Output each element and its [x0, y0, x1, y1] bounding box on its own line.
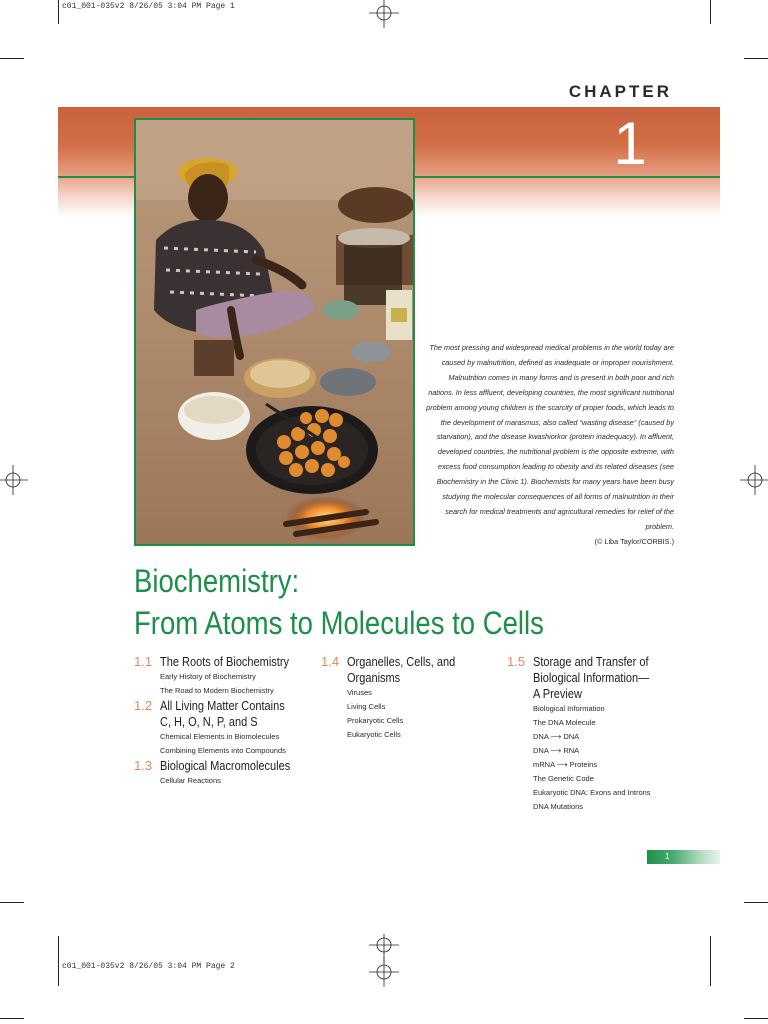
printer-slug-top: c01_001-035v2 8/26/05 3:04 PM Page 1	[62, 2, 235, 11]
chapter-label: CHAPTER	[568, 82, 672, 101]
crop-mark	[710, 936, 711, 986]
contents-column	[134, 654, 309, 788]
registration-mark-icon	[740, 465, 768, 495]
subsection-item: DNA Mutations	[533, 802, 584, 811]
registration-mark-icon	[369, 957, 399, 987]
contents-section	[134, 758, 309, 788]
crop-mark	[744, 902, 768, 903]
subsection-item: Combining Elements into Compounds	[160, 746, 286, 755]
section-number: 1.3	[134, 758, 153, 773]
section-number: 1.5	[507, 654, 526, 669]
chapter-title-line: From Atoms to Molecules to Cells	[134, 605, 544, 641]
registration-mark-icon	[369, 0, 399, 30]
section-number: 1.1	[134, 654, 153, 669]
crop-mark	[744, 1018, 768, 1019]
crop-mark	[58, 0, 59, 24]
subsection-item: Living Cells	[347, 702, 386, 711]
subsection-item: Chemical Elements in Biomolecules	[160, 732, 280, 741]
crop-mark	[0, 1018, 24, 1019]
subsection-item: The Road to Modern Biochemistry	[160, 686, 274, 695]
page-number: 1	[665, 852, 670, 861]
section-number: 1.4	[321, 654, 340, 669]
section-number: 1.2	[134, 698, 153, 713]
subsection-item: Eukaryotic DNA: Exons and Introns	[533, 788, 651, 797]
subsection-item: Cellular Reactions	[160, 776, 221, 785]
crop-mark	[0, 58, 24, 59]
photo-credit: (© Liba Taylor/CORBIS.)	[594, 536, 674, 546]
contents-column	[507, 654, 677, 814]
photo-caption	[424, 341, 674, 550]
subsection-item: mRNA ⟶ Proteins	[533, 760, 598, 769]
chapter-title	[134, 560, 544, 644]
subsection-item: DNA ⟶ RNA	[533, 746, 580, 755]
subsection-item: Biological Information	[533, 704, 605, 713]
crop-mark	[0, 902, 24, 903]
contents-section	[507, 654, 677, 814]
contents-section	[134, 698, 309, 758]
subsection-item: Early History of Biochemistry	[160, 672, 256, 681]
section-title: Storage and Transfer of Biological Information— A Preview	[533, 655, 650, 701]
contents-section	[321, 654, 481, 742]
subsection-item: DNA ⟶ DNA	[533, 732, 580, 741]
contents-section	[134, 654, 309, 698]
page-number-tab	[647, 850, 720, 864]
subsection-item: The DNA Molecule	[533, 718, 596, 727]
section-title: Biological Macromolecules	[160, 759, 291, 773]
subsection-item: The Genetic Code	[533, 774, 594, 783]
crop-mark	[744, 58, 768, 59]
crop-mark	[710, 0, 711, 24]
chapter-number: 1	[613, 110, 647, 177]
subsection-item: Viruses	[347, 688, 372, 697]
crop-mark	[58, 936, 59, 986]
subsection-item: Eukaryotic Cells	[347, 730, 401, 739]
chapter-opener-photo	[134, 118, 415, 546]
section-title: All Living Matter Contains C, H, O, N, P, and S	[160, 699, 285, 729]
subsection-item: Prokaryotic Cells	[347, 716, 404, 725]
chapter-title-line: Biochemistry:	[134, 563, 300, 599]
section-title: Organelles, Cells, and Organisms	[347, 655, 456, 685]
printer-slug-bottom: c01_001-035v2 8/26/05 3:04 PM Page 2	[62, 962, 235, 971]
registration-mark-icon	[0, 465, 28, 495]
section-title: The Roots of Biochemistry	[160, 655, 290, 669]
caption-text: The most pressing and widespread medical problems in the world today are caused by malnutrition, defined as inadequate or improper nourishment. Malnutrition comes in many forms and is present in both poor and rich nations. In less affluent, developing countries, the most significant nutritional problem among young children is the scarcity of proper foods, which leads to the development of marasmus, also called “wasting disease” (caused by starvation), and the disease kwashiorkor (protein inadequacy). In affluent, developed countries, the nutritional problem is the opposite extreme, with excess food consumption leading to obesity and its related diseases (see Biochemistry in the Clinic 1). Biochemists for many years have been busy studying the molecular consequences of all forms of malnutrition in their search for medical treatments and agricultural remedies for relief of the problem.	[426, 343, 674, 531]
contents-column	[321, 654, 481, 742]
